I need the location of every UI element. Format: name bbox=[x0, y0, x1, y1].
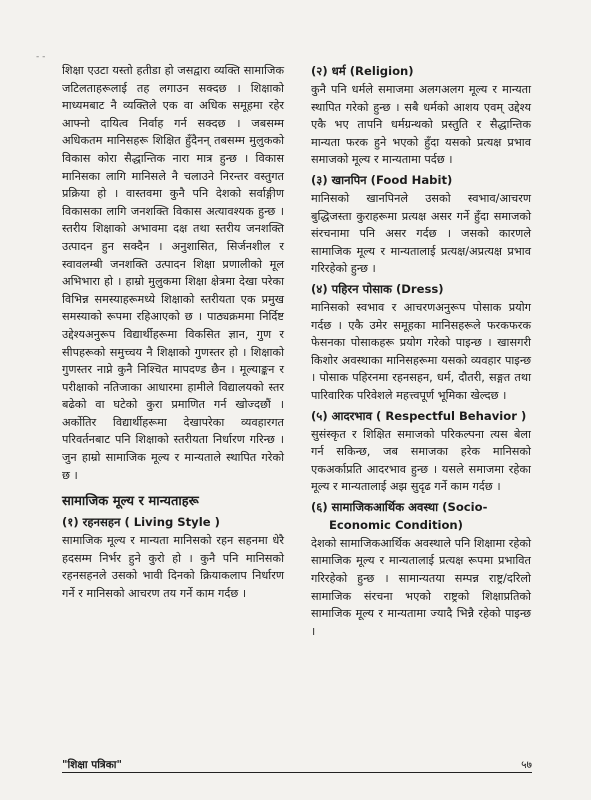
socio-economic-heading-line2: Economic Condition) bbox=[329, 517, 463, 532]
respectful-behavior-paragraph: सुसंस्कृत र शिक्षित समाजको परिकल्पना त्यस बेला गर्न सकिन्छ, जब समाजका हरेक मानिसको एकअर्काप्रति आदरभाव हुन्छ । यसले समाजमा रहेका मूल्य र मान्यतालाई अझ सुदृढ गर्ने काम गर्दछ । bbox=[311, 427, 531, 494]
right-column bbox=[311, 62, 531, 640]
socio-economic-paragraph: देशको सामाजिकआर्थिक अवस्थाले पनि शिक्षामा रहेको सामाजिक मूल्य र मान्यतालाई प्रत्यक्ष रूपमा प्रभावित गरिरहेको हुन्छ । सामान्यतया सम्पन्न राष्ट्र/दरिलो सामाजिक संरचना भएको राष्ट्रको शिक्षाप्रतिको सामाजिक मूल्य र मान्यतामा ज्यादै भिन्नै रहेको पाइन्छ । bbox=[311, 536, 531, 638]
religion-heading: (२) धर्म (Religion) bbox=[311, 64, 414, 78]
left-column bbox=[62, 62, 284, 603]
page-number: ५७ bbox=[517, 758, 532, 772]
section-heading: सामाजिक मूल्य र मान्यताहरू bbox=[62, 494, 199, 510]
food-habit-paragraph: मानिसको खानपिनले उसको स्वभाव/आचरण बुद्धिजस्ता कुराहरूमा प्रत्यक्ष असर गर्ने हुँदा समाजको संरचनामा पनि असर गर्दछ । जसको कारणले सामाजिक मूल्य र मान्यतालाई प्रत्यक्ष/अप्रत्यक्ष प्रभाव गरिरहेको हुन्छ । bbox=[311, 191, 531, 276]
living-style-paragraph: सामाजिक मूल्य र मान्यता मानिसको रहन सहनमा धेरै हदसम्म निर्भर हुने कुरो हो । कुनै पनि मानिसको रहनसहनले उसको भावी दिनको क्रियाकलाप निर्धारण गर्ने र मानिसको आचरण तय गर्ने काम गर्दछ । bbox=[62, 534, 284, 601]
dress-heading: (४) पहिरन पोसाक (Dress) bbox=[311, 281, 444, 296]
religion-paragraph: कुनै पनि धर्मले समाजमा अलगअलग मूल्य र मान्यता स्थापित गरेको हुन्छ । सबै धर्मको आशय एवम् उद्देश्य एकै भए तापनि धर्मग्रन्थको प्रस्तुति र सैद्धान्तिक मान्यता फरक हुने भएको हुँदा यसको प्रत्यक्ष प्रभाव समाजको मूल्य र मान्यतामा पर्दछ । bbox=[311, 83, 531, 167]
page-footer bbox=[62, 758, 532, 773]
living-style-heading: (१) रहनसहन ( Living Style ) bbox=[62, 515, 220, 530]
respectful-behavior-heading: (५) आदरभाव ( Respectful Behavior ) bbox=[311, 408, 527, 423]
food-habit-heading: (३) खानपिन (Food Habit) bbox=[311, 172, 453, 187]
margin-mark: - - bbox=[36, 52, 46, 62]
socio-economic-heading bbox=[311, 498, 531, 534]
journal-name: "शिक्षा पत्रिका" bbox=[62, 759, 126, 771]
socio-economic-heading-line1: (६) सामाजिकआर्थिक अवस्था (Socio- bbox=[311, 499, 488, 514]
dress-paragraph: मानिसको स्वभाव र आचरणअनुरूप पोसाक प्रयोग गर्दछ । एकै उमेर समूहका मानिसहरूले फरकफरक फेसनका पोसाकहरू प्रयोग गरेको पाइन्छ । खासगरी किशोर अवस्थाका मानिसहरूमा यसको व्यवहार पाइन्छ । पोसाक पहिरनमा रहनसहन, धर्म, दौतरी, सङ्गत तथा पारिवारिक परिवेशले महत्त्वपूर्ण भूमिका खेल्दछ । bbox=[311, 300, 531, 402]
intro-paragraph: शिक्षा एउटा यस्तो हतीडा हो जसद्वारा व्यक्ति सामाजिक जटिलताहरूलाई तह लगाउन सक्दछ । शिक्षाको माध्यमबाट नै व्यक्तिले एक वा अधिक समूहमा रहेर आफ्नो दायित्व निर्वाह गर्न सक्दछ । जबसम्म अधिकतम मानिसहरू शिक्षित हुँदैनन् तबसम्म मुलुकको विकास कोरा सैद्धान्तिक नारा मात्र हुन्छ । विकास मानिसका लागि मानिसले नै चलाउने निरन्तर वस्तुगत प्रक्रिया हो । वास्तवमा कुनै पनि देशको सर्वाङ्गीण विकासका लागि जनशक्ति विकास अत्यावश्यक हुन्छ । स्तरीय शिक्षाको अभावमा दक्ष तथा स्तरीय जनशक्ति उत्पादन हुन सक्दैन । अनुशासित, सिर्जनशील र स्वावलम्बी जनशक्ति उत्पादन शिक्षा प्रणालीको मूल अभिभारा हो । हाम्रो मुलुकमा शिक्षा क्षेत्रमा देखा परेका विभिन्न समस्याहरूमध्ये शिक्षाको स्तरीयता एक प्रमुख समस्याको रूपमा रहिआएको छ । पाठ्यक्रममा निर्दिष्ट उद्देश्यअनुरूप विद्यार्थीहरूमा विकसित ज्ञान, गुण र सीपहरूको समुच्चय नै शिक्षाको गुणस्तर हो । शिक्षाको गुणस्तर नाप्ने कुनै निश्चित मापदण्ड छैन । मूल्याङ्कन र परीक्षाको नतिजाका आधारमा हामीले विद्यालयको स्तर बढेको वा घटेको कुरा प्रमाणित गर्न खोज्दछौं । अर्कोतिर विद्यार्थीहरूमा देखापरेका व्यवहारगत परिवर्तनबाट पनि शिक्षाको स्तरीयता निर्धारण गरिन्छ । जुन हाम्रो सामाजिक मूल्य र मान्यताले स्थापित गरेको छ । bbox=[62, 64, 284, 482]
